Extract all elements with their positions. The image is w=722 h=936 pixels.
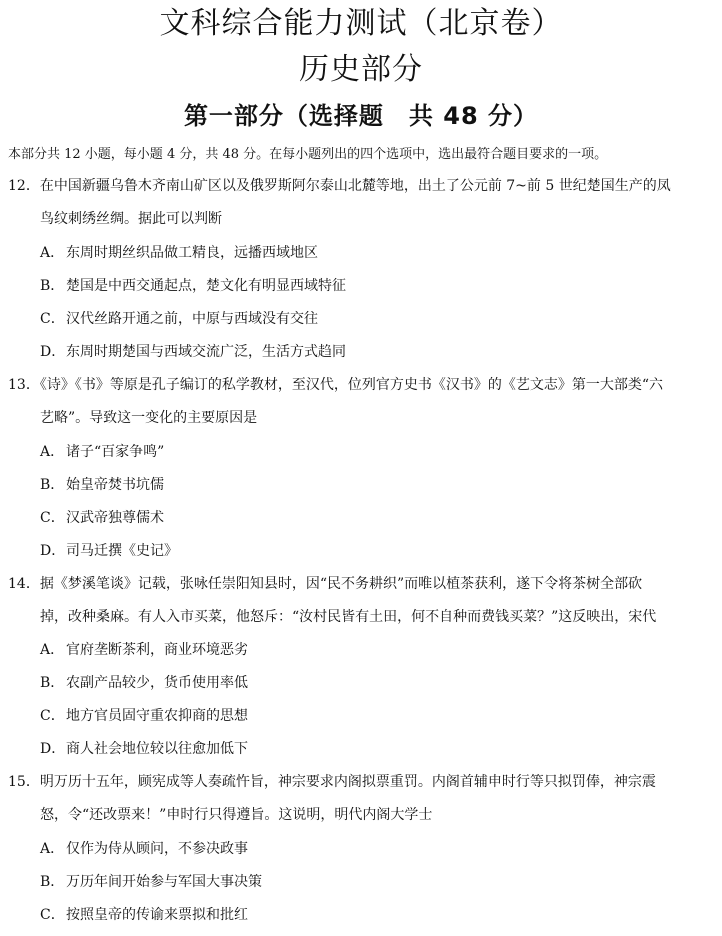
option-letter: C． xyxy=(40,311,65,327)
question-stem: 在中国新疆乌鲁木齐南山矿区以及俄罗斯阿尔泰山北麓等地，出土了公元前 7~前 5 世纪楚国生产的凤 xyxy=(39,178,671,194)
question-number: 15． xyxy=(8,774,40,790)
section-instructions: 本部分共 12 小题，每小题 4 分，共 48 分。在每小题列出的四个选项中，选出最符合题目要求的一项。 xyxy=(8,147,608,162)
option-letter: C． xyxy=(40,708,65,724)
option-d xyxy=(40,535,700,568)
option-letter: B． xyxy=(40,874,65,890)
question-stem: 据《梦溪笔谈》记载，张咏任崇阳知县时，因“民不务耕织”而唯以植茶获利，遂下令将茶树全部砍 xyxy=(39,576,643,592)
option-letter: A． xyxy=(40,642,65,658)
option-text: 地方官员固守重农抑商的思想 xyxy=(66,708,248,724)
option-c xyxy=(40,899,700,932)
question-number: 13． xyxy=(8,377,40,393)
question-stem: 明万历十五年，顾宪成等人奏疏忤旨，神宗要求内阁拟票重罚。内阁首辅申时行等只拟罚俸，神宗震 xyxy=(39,774,656,790)
option-letter: C． xyxy=(40,907,65,923)
option-text: 官府垄断茶利，商业环境恶劣 xyxy=(66,642,248,658)
subject-title: 历史部分 xyxy=(299,52,423,87)
option-text: 东周时期丝织品做工精良，远播西域地区 xyxy=(66,245,318,261)
option-letter: D． xyxy=(40,741,66,757)
option-b xyxy=(40,270,700,303)
option-letter: A． xyxy=(40,245,65,261)
question-stem-continued: 艺略”。导致这一变化的主要原因是 xyxy=(40,410,258,426)
option-text: 仅作为侍从顾问，不参决政事 xyxy=(66,841,248,857)
option-text: 楚国是中西交通起点，楚文化有明显西域特征 xyxy=(66,278,346,294)
option-letter: C． xyxy=(40,510,65,526)
section-title: 第一部分（选择题 共 48 分） xyxy=(183,102,539,130)
option-text: 商人社会地位较以往愈加低下 xyxy=(66,741,248,757)
question-stem-continued: 怒，令“还改票来！”申时行只得遵旨。这说明，明代内阁大学士 xyxy=(40,807,433,823)
option-text: 司马迁撰《史记》 xyxy=(66,543,178,559)
option-text: 东周时期楚国与西域交流广泛，生活方式趋同 xyxy=(66,344,346,360)
question-stem-continued: 掉，改种桑麻。有人入市买菜，他怒斥：“汝村民皆有土田，何不自种而费钱买菜？”这反映出，宋代 xyxy=(40,609,657,625)
option-letter: A． xyxy=(40,444,65,460)
option-letter: B． xyxy=(40,477,65,493)
option-text: 始皇帝焚书坑儒 xyxy=(66,477,164,493)
question-15 xyxy=(8,766,714,832)
option-c xyxy=(40,303,700,336)
option-d xyxy=(40,336,700,369)
question-14 xyxy=(8,568,714,634)
option-letter: A． xyxy=(40,841,65,857)
option-text: 汉武帝独尊儒术 xyxy=(66,510,164,526)
question-12 xyxy=(8,170,714,236)
option-text: 按照皇帝的传谕来票拟和批红 xyxy=(66,907,248,923)
option-text: 诸子“百家争鸣” xyxy=(66,444,165,460)
option-letter: D． xyxy=(40,344,66,360)
question-number: 14． xyxy=(8,576,40,592)
option-a xyxy=(40,237,700,270)
option-c xyxy=(40,502,700,535)
option-letter: B． xyxy=(40,675,65,691)
option-b xyxy=(40,667,700,700)
option-letter: B． xyxy=(40,278,65,294)
option-a xyxy=(40,436,700,469)
question-stem: 《诗》《书》等原是孔子编订的私学教材，至汉代，位列官方史书《汉书》的《艺文志》第一大部类“六 xyxy=(39,377,663,393)
option-d xyxy=(40,733,700,766)
option-b xyxy=(40,469,700,502)
option-c xyxy=(40,700,700,733)
option-letter: D． xyxy=(40,543,66,559)
option-text: 汉代丝路开通之前，中原与西域没有交往 xyxy=(66,311,318,327)
page-title: 文科综合能力测试（北京卷） xyxy=(159,6,563,41)
option-text: 农副产品较少，货币使用率低 xyxy=(66,675,248,691)
option-a xyxy=(40,634,700,667)
option-b xyxy=(40,866,700,899)
option-text: 万历年间开始参与军国大事决策 xyxy=(66,874,262,890)
option-a xyxy=(40,833,700,866)
question-stem-continued: 鸟纹刺绣丝绸。据此可以判断 xyxy=(40,211,222,227)
question-13 xyxy=(8,369,714,435)
question-number: 12． xyxy=(8,178,40,194)
